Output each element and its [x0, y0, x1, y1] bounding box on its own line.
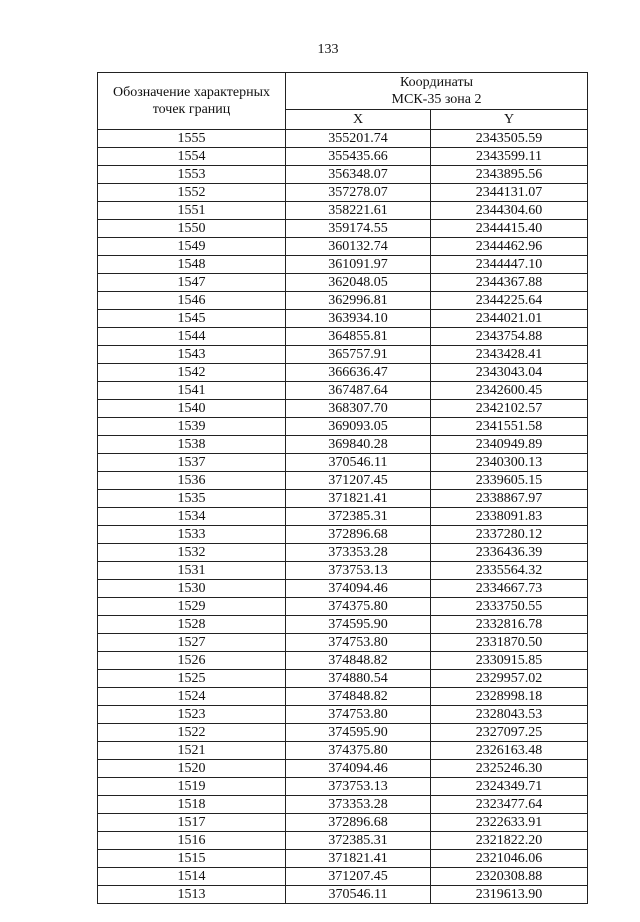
table-row [98, 310, 588, 328]
table-row [98, 472, 588, 490]
y-coordinate-cell: 2343428.41 [431, 346, 588, 364]
y-coordinate-cell: 2320308.88 [431, 868, 588, 886]
point-id-cell: 1543 [98, 346, 286, 364]
x-coordinate-cell: 374880.54 [286, 670, 431, 688]
point-id-cell: 1530 [98, 580, 286, 598]
x-coordinate-cell: 374848.82 [286, 652, 431, 670]
point-id-cell: 1551 [98, 202, 286, 220]
y-coordinate-cell: 2337280.12 [431, 526, 588, 544]
table-row [98, 508, 588, 526]
table-row [98, 742, 588, 760]
table-row [98, 220, 588, 238]
table-row [98, 148, 588, 166]
point-id-cell: 1542 [98, 364, 286, 382]
coordinates-column-header [286, 73, 588, 110]
y-coordinate-cell: 2340949.89 [431, 436, 588, 454]
table-row [98, 760, 588, 778]
point-id-cell: 1531 [98, 562, 286, 580]
coordinate-system-label: МСК-35 зона 2 [391, 92, 482, 107]
point-id-cell: 1555 [98, 130, 286, 148]
table-row [98, 670, 588, 688]
point-id-cell: 1554 [98, 148, 286, 166]
x-coordinate-cell: 364855.81 [286, 328, 431, 346]
point-id-cell: 1524 [98, 688, 286, 706]
y-coordinate-cell: 2340300.13 [431, 454, 588, 472]
point-id-cell: 1541 [98, 382, 286, 400]
point-id-cell: 1547 [98, 274, 286, 292]
y-coordinate-cell: 2343043.04 [431, 364, 588, 382]
point-id-cell: 1552 [98, 184, 286, 202]
table-row [98, 184, 588, 202]
point-id-cell: 1516 [98, 832, 286, 850]
table-row [98, 832, 588, 850]
x-coordinate-cell: 362996.81 [286, 292, 431, 310]
y-coordinate-cell: 2344304.60 [431, 202, 588, 220]
table-row [98, 868, 588, 886]
y-coordinate-cell: 2322633.91 [431, 814, 588, 832]
x-coordinate-cell: 374375.80 [286, 598, 431, 616]
table-row [98, 724, 588, 742]
table-row [98, 292, 588, 310]
table-row [98, 688, 588, 706]
page-number: 133 [317, 42, 339, 57]
point-id-cell: 1520 [98, 760, 286, 778]
point-id-cell: 1534 [98, 508, 286, 526]
point-id-cell: 1527 [98, 634, 286, 652]
x-coordinate-cell: 374753.80 [286, 706, 431, 724]
x-coordinate-cell: 373353.28 [286, 544, 431, 562]
y-coordinate-cell: 2344021.01 [431, 310, 588, 328]
table-row [98, 274, 588, 292]
table-row [98, 706, 588, 724]
table-row [98, 166, 588, 184]
x-coordinate-cell: 373753.13 [286, 562, 431, 580]
table-row [98, 418, 588, 436]
y-coordinate-cell: 2330915.85 [431, 652, 588, 670]
x-coordinate-cell: 374753.80 [286, 634, 431, 652]
table-row [98, 796, 588, 814]
point-id-cell: 1545 [98, 310, 286, 328]
table-row [98, 814, 588, 832]
point-id-cell: 1522 [98, 724, 286, 742]
point-id-cell: 1513 [98, 886, 286, 904]
x-coordinate-cell: 363934.10 [286, 310, 431, 328]
y-coordinate-cell: 2328998.18 [431, 688, 588, 706]
table-row [98, 238, 588, 256]
x-coordinate-cell: 359174.55 [286, 220, 431, 238]
point-id-cell: 1533 [98, 526, 286, 544]
table-row [98, 490, 588, 508]
table-row [98, 202, 588, 220]
y-coordinate-cell: 2338091.83 [431, 508, 588, 526]
point-id-cell: 1546 [98, 292, 286, 310]
point-id-cell: 1523 [98, 706, 286, 724]
point-id-cell: 1528 [98, 616, 286, 634]
y-coordinate-cell: 2334667.73 [431, 580, 588, 598]
point-id-cell: 1537 [98, 454, 286, 472]
point-id-cell: 1540 [98, 400, 286, 418]
table-row [98, 382, 588, 400]
x-coordinate-cell: 358221.61 [286, 202, 431, 220]
x-coordinate-cell: 374094.46 [286, 760, 431, 778]
point-id-cell: 1553 [98, 166, 286, 184]
x-coordinate-cell: 367487.64 [286, 382, 431, 400]
y-coordinate-cell: 2339605.15 [431, 472, 588, 490]
table-row [98, 598, 588, 616]
point-id-cell: 1536 [98, 472, 286, 490]
table-row [98, 634, 588, 652]
table-row [98, 652, 588, 670]
y-coordinate-cell: 2323477.64 [431, 796, 588, 814]
x-coordinate-cell: 366636.47 [286, 364, 431, 382]
point-id-cell: 1532 [98, 544, 286, 562]
x-coordinate-cell: 374848.82 [286, 688, 431, 706]
y-coordinate-cell: 2344225.64 [431, 292, 588, 310]
y-coordinate-cell: 2335564.32 [431, 562, 588, 580]
point-id-cell: 1529 [98, 598, 286, 616]
y-coordinate-cell: 2344447.10 [431, 256, 588, 274]
x-coordinate-cell: 365757.91 [286, 346, 431, 364]
x-coordinate-cell: 371821.41 [286, 490, 431, 508]
y-coordinate-cell: 2321822.20 [431, 832, 588, 850]
point-id-cell: 1521 [98, 742, 286, 760]
point-id-cell: 1526 [98, 652, 286, 670]
x-coordinate-cell: 371821.41 [286, 850, 431, 868]
y-coordinate-cell: 2341551.58 [431, 418, 588, 436]
table-row [98, 850, 588, 868]
y-coordinate-cell: 2343599.11 [431, 148, 588, 166]
coordinates-title: Координаты [400, 75, 473, 90]
x-coordinate-cell: 374375.80 [286, 742, 431, 760]
y-coordinate-cell: 2331870.50 [431, 634, 588, 652]
y-coordinate-cell: 2344415.40 [431, 220, 588, 238]
table-row [98, 886, 588, 904]
table-row [98, 436, 588, 454]
x-coordinate-cell: 371207.45 [286, 472, 431, 490]
table-row [98, 256, 588, 274]
table-row [98, 544, 588, 562]
y-coordinate-cell: 2338867.97 [431, 490, 588, 508]
table-row [98, 400, 588, 418]
point-column-header: Обозначение характерных точек границ [98, 73, 286, 130]
table-body [98, 130, 588, 904]
x-coordinate-cell: 372385.31 [286, 508, 431, 526]
x-coordinate-cell: 357278.07 [286, 184, 431, 202]
y-coordinate-cell: 2319613.90 [431, 886, 588, 904]
y-coordinate-cell: 2328043.53 [431, 706, 588, 724]
point-id-cell: 1550 [98, 220, 286, 238]
x-coordinate-cell: 370546.11 [286, 886, 431, 904]
y-coordinate-cell: 2321046.06 [431, 850, 588, 868]
x-coordinate-cell: 368307.70 [286, 400, 431, 418]
y-coordinate-cell: 2329957.02 [431, 670, 588, 688]
x-coordinate-cell: 356348.07 [286, 166, 431, 184]
x-column-header: X [286, 110, 431, 130]
y-coordinate-cell: 2343754.88 [431, 328, 588, 346]
coordinates-table [97, 72, 588, 904]
y-coordinate-cell: 2333750.55 [431, 598, 588, 616]
point-id-cell: 1519 [98, 778, 286, 796]
table-row [98, 616, 588, 634]
table-row [98, 346, 588, 364]
y-coordinate-cell: 2324349.71 [431, 778, 588, 796]
table-row [98, 328, 588, 346]
table-header [98, 73, 588, 130]
table-row [98, 778, 588, 796]
x-coordinate-cell: 369840.28 [286, 436, 431, 454]
y-coordinate-cell: 2344462.96 [431, 238, 588, 256]
point-id-cell: 1538 [98, 436, 286, 454]
table-row [98, 454, 588, 472]
point-id-cell: 1549 [98, 238, 286, 256]
x-coordinate-cell: 372385.31 [286, 832, 431, 850]
table-row [98, 364, 588, 382]
x-coordinate-cell: 372896.68 [286, 526, 431, 544]
y-coordinate-cell: 2332816.78 [431, 616, 588, 634]
x-coordinate-cell: 374094.46 [286, 580, 431, 598]
y-coordinate-cell: 2343505.59 [431, 130, 588, 148]
point-id-cell: 1525 [98, 670, 286, 688]
y-coordinate-cell: 2343895.56 [431, 166, 588, 184]
x-coordinate-cell: 362048.05 [286, 274, 431, 292]
x-coordinate-cell: 371207.45 [286, 868, 431, 886]
point-id-cell: 1514 [98, 868, 286, 886]
x-coordinate-cell: 373753.13 [286, 778, 431, 796]
point-id-cell: 1518 [98, 796, 286, 814]
y-coordinate-cell: 2342102.57 [431, 400, 588, 418]
x-coordinate-cell: 361091.97 [286, 256, 431, 274]
x-coordinate-cell: 369093.05 [286, 418, 431, 436]
point-id-cell: 1535 [98, 490, 286, 508]
y-coordinate-cell: 2325246.30 [431, 760, 588, 778]
x-coordinate-cell: 355201.74 [286, 130, 431, 148]
y-coordinate-cell: 2327097.25 [431, 724, 588, 742]
point-id-cell: 1539 [98, 418, 286, 436]
y-coordinate-cell: 2344131.07 [431, 184, 588, 202]
x-coordinate-cell: 374595.90 [286, 616, 431, 634]
y-coordinate-cell: 2342600.45 [431, 382, 588, 400]
y-coordinate-cell: 2336436.39 [431, 544, 588, 562]
point-id-cell: 1544 [98, 328, 286, 346]
x-coordinate-cell: 374595.90 [286, 724, 431, 742]
x-coordinate-cell: 360132.74 [286, 238, 431, 256]
point-id-cell: 1517 [98, 814, 286, 832]
point-id-cell: 1515 [98, 850, 286, 868]
x-coordinate-cell: 372896.68 [286, 814, 431, 832]
y-column-header: Y [431, 110, 588, 130]
x-coordinate-cell: 373353.28 [286, 796, 431, 814]
table-row [98, 130, 588, 148]
y-coordinate-cell: 2344367.88 [431, 274, 588, 292]
table-row [98, 580, 588, 598]
table-row [98, 526, 588, 544]
y-coordinate-cell: 2326163.48 [431, 742, 588, 760]
table-row [98, 562, 588, 580]
x-coordinate-cell: 355435.66 [286, 148, 431, 166]
point-id-cell: 1548 [98, 256, 286, 274]
x-coordinate-cell: 370546.11 [286, 454, 431, 472]
